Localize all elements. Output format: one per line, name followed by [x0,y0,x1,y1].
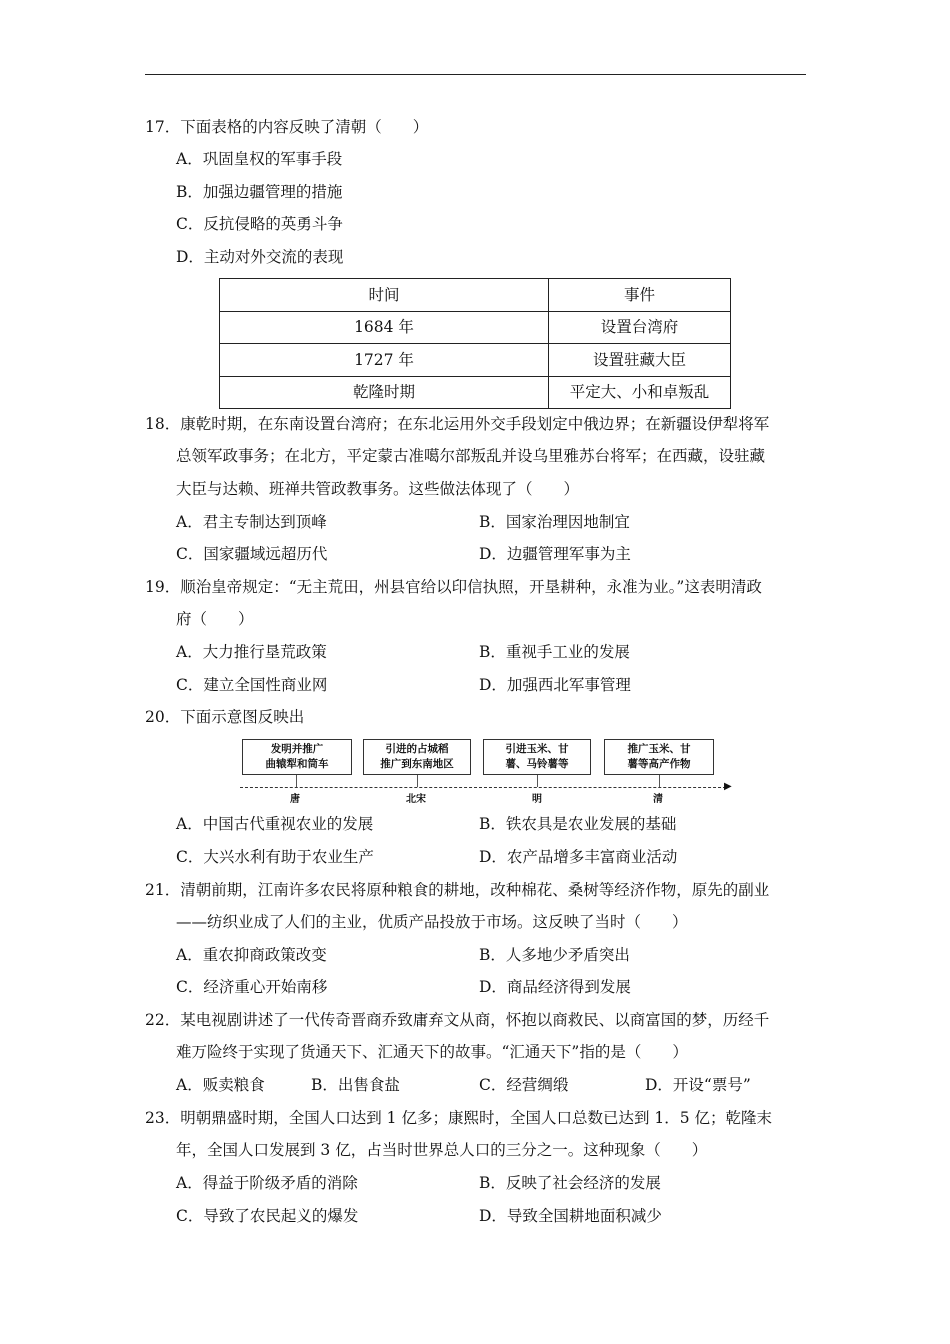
q18-stem-line-1: 18．康乾时期，在东南设置台湾府；在东北运用外交手段划定中俄边界；在新疆设伊犁将军 [145,415,770,433]
q20-option-b: B．铁农具是农业发展的基础 [479,815,677,833]
q19-stem-line-2: 府（ ） [176,610,254,628]
box-text: 发明并推广 [270,743,324,755]
timeline-box-tang [242,739,352,775]
q19-option-b: B．重视手工业的发展 [479,643,630,661]
q18-option-d: D．边疆管理军事为主 [479,545,631,563]
table-cell: 乾隆时期 [220,376,549,409]
q23-option-d: D．导致全国耕地面积减少 [479,1207,662,1225]
q20-option-c: C．大兴水利有助于农业生产 [176,848,374,866]
table-cell: 设置台湾府 [549,311,731,344]
q23-stem-line-2: 年，全国人口发展到 3 亿，占当时世界总人口的三分之一。这种现象（ ） [176,1141,708,1159]
q20-option-d: D．农产品增多丰富商业活动 [479,848,678,866]
header-rule [145,74,806,75]
q22-option-a: A．贩卖粮食 [176,1076,265,1094]
table-cell: 1684 年 [220,311,549,344]
timeline-tick-label: 明 [532,794,542,805]
q21-option-a: A．重农抑商政策改变 [176,946,327,964]
q22-stem-line-2: 难万险终于实现了货通天下、汇通天下的故事。“汇通天下”指的是（ ） [176,1043,688,1061]
q17-option-d: D．主动对外交流的表现 [176,248,344,266]
q21-option-c: C．经济重心开始南移 [176,978,328,996]
q19-option-a: A．大力推行垦荒政策 [176,643,327,661]
table-row [220,376,731,409]
box-text: 薯、马铃薯等 [505,758,569,770]
q23-option-b: B．反映了社会经济的发展 [479,1174,661,1192]
q21-stem-line-1: 21．清朝前期，江南许多农民将原种粮食的耕地，改种棉花、桑树等经济作物，原先的副业 [145,881,770,899]
q21-option-d: D．商品经济得到发展 [479,978,631,996]
q18-option-a: A．君主专制达到顶峰 [176,513,327,531]
q18-stem-line-3: 大臣与达赖、班禅共管政教事务。这些做法体现了（ ） [176,480,580,498]
box-text: 曲辕犁和筒车 [265,758,329,770]
box-text: 引进的占城稻 [385,743,449,755]
q23-option-a: A．得益于阶级矛盾的消除 [176,1174,358,1192]
timeline-box-qing [604,739,714,775]
q20-timeline-diagram [240,737,735,807]
box-text: 薯等高产作物 [627,758,691,770]
table-row [220,344,731,377]
q17-option-b: B．加强边疆管理的措施 [176,183,343,201]
table-cell: 平定大、小和卓叛乱 [549,376,731,409]
table-cell: 1727 年 [220,344,549,377]
connector-line [296,775,297,787]
connector-line [659,775,660,787]
q18-option-c: C．国家疆域远超历代 [176,545,328,563]
q17-table [219,278,731,409]
q19-stem-line-1: 19．顺治皇帝规定：“无主荒田，州县官给以印信执照，开垦耕种，永准为业。”这表明清政 [145,578,762,596]
q23-option-c: C．导致了农民起义的爆发 [176,1207,359,1225]
timeline-tick-label: 北宋 [406,794,426,805]
q21-stem-line-2: ——纺织业成了人们的主业，优质产品投放于市场。这反映了当时（ ） [176,913,688,931]
box-text: 引进玉米、甘 [505,743,569,755]
timeline-tick-label: 清 [653,794,663,805]
q19-option-d: D．加强西北军事管理 [479,676,631,694]
q22-stem-line-1: 22．某电视剧讲述了一代传奇晋商乔致庸弃文从商，怀抱以商救民、以商富国的梦，历经千 [145,1011,770,1029]
timeline-box-northern-song [363,739,471,775]
timeline-axis [240,787,726,788]
box-text: 推广到东南地区 [380,758,454,770]
q22-option-c: C．经营绸缎 [479,1076,569,1094]
timeline-box-ming [483,739,591,775]
q18-stem-line-2: 总领军政事务；在北方，平定蒙古准噶尔部叛乱并设乌里雅苏台将军；在西藏，设驻藏 [176,447,766,465]
table-cell: 设置驻藏大臣 [549,344,731,377]
table-header: 时间 [220,279,549,312]
arrow-right-icon: ▶ [724,781,732,792]
table-row [220,311,731,344]
q17-option-a: A．巩固皇权的军事手段 [176,150,343,168]
q20-stem: 20．下面示意图反映出 [145,708,305,726]
q19-option-c: C．建立全国性商业网 [176,676,328,694]
q22-option-b: B．出售食盐 [311,1076,400,1094]
q17-option-c: C．反抗侵略的英勇斗争 [176,215,343,233]
connector-line [537,775,538,787]
table-header: 事件 [549,279,731,312]
table-header-row [220,279,731,312]
q22-option-d: D．开设“票号” [645,1076,751,1094]
timeline-tick-label: 唐 [290,794,300,805]
box-text: 推广玉米、甘 [627,743,691,755]
q20-option-a: A．中国古代重视农业的发展 [176,815,374,833]
connector-line [417,775,418,787]
q23-stem-line-1: 23．明朝鼎盛时期，全国人口达到 1 亿多；康熙时，全国人口总数已达到 1．5 亿；乾隆末 [145,1109,773,1127]
q17-stem: 17．下面表格的内容反映了清朝（ ） [145,118,429,136]
q18-option-b: B．国家治理因地制宜 [479,513,630,531]
q21-option-b: B．人多地少矛盾突出 [479,946,630,964]
